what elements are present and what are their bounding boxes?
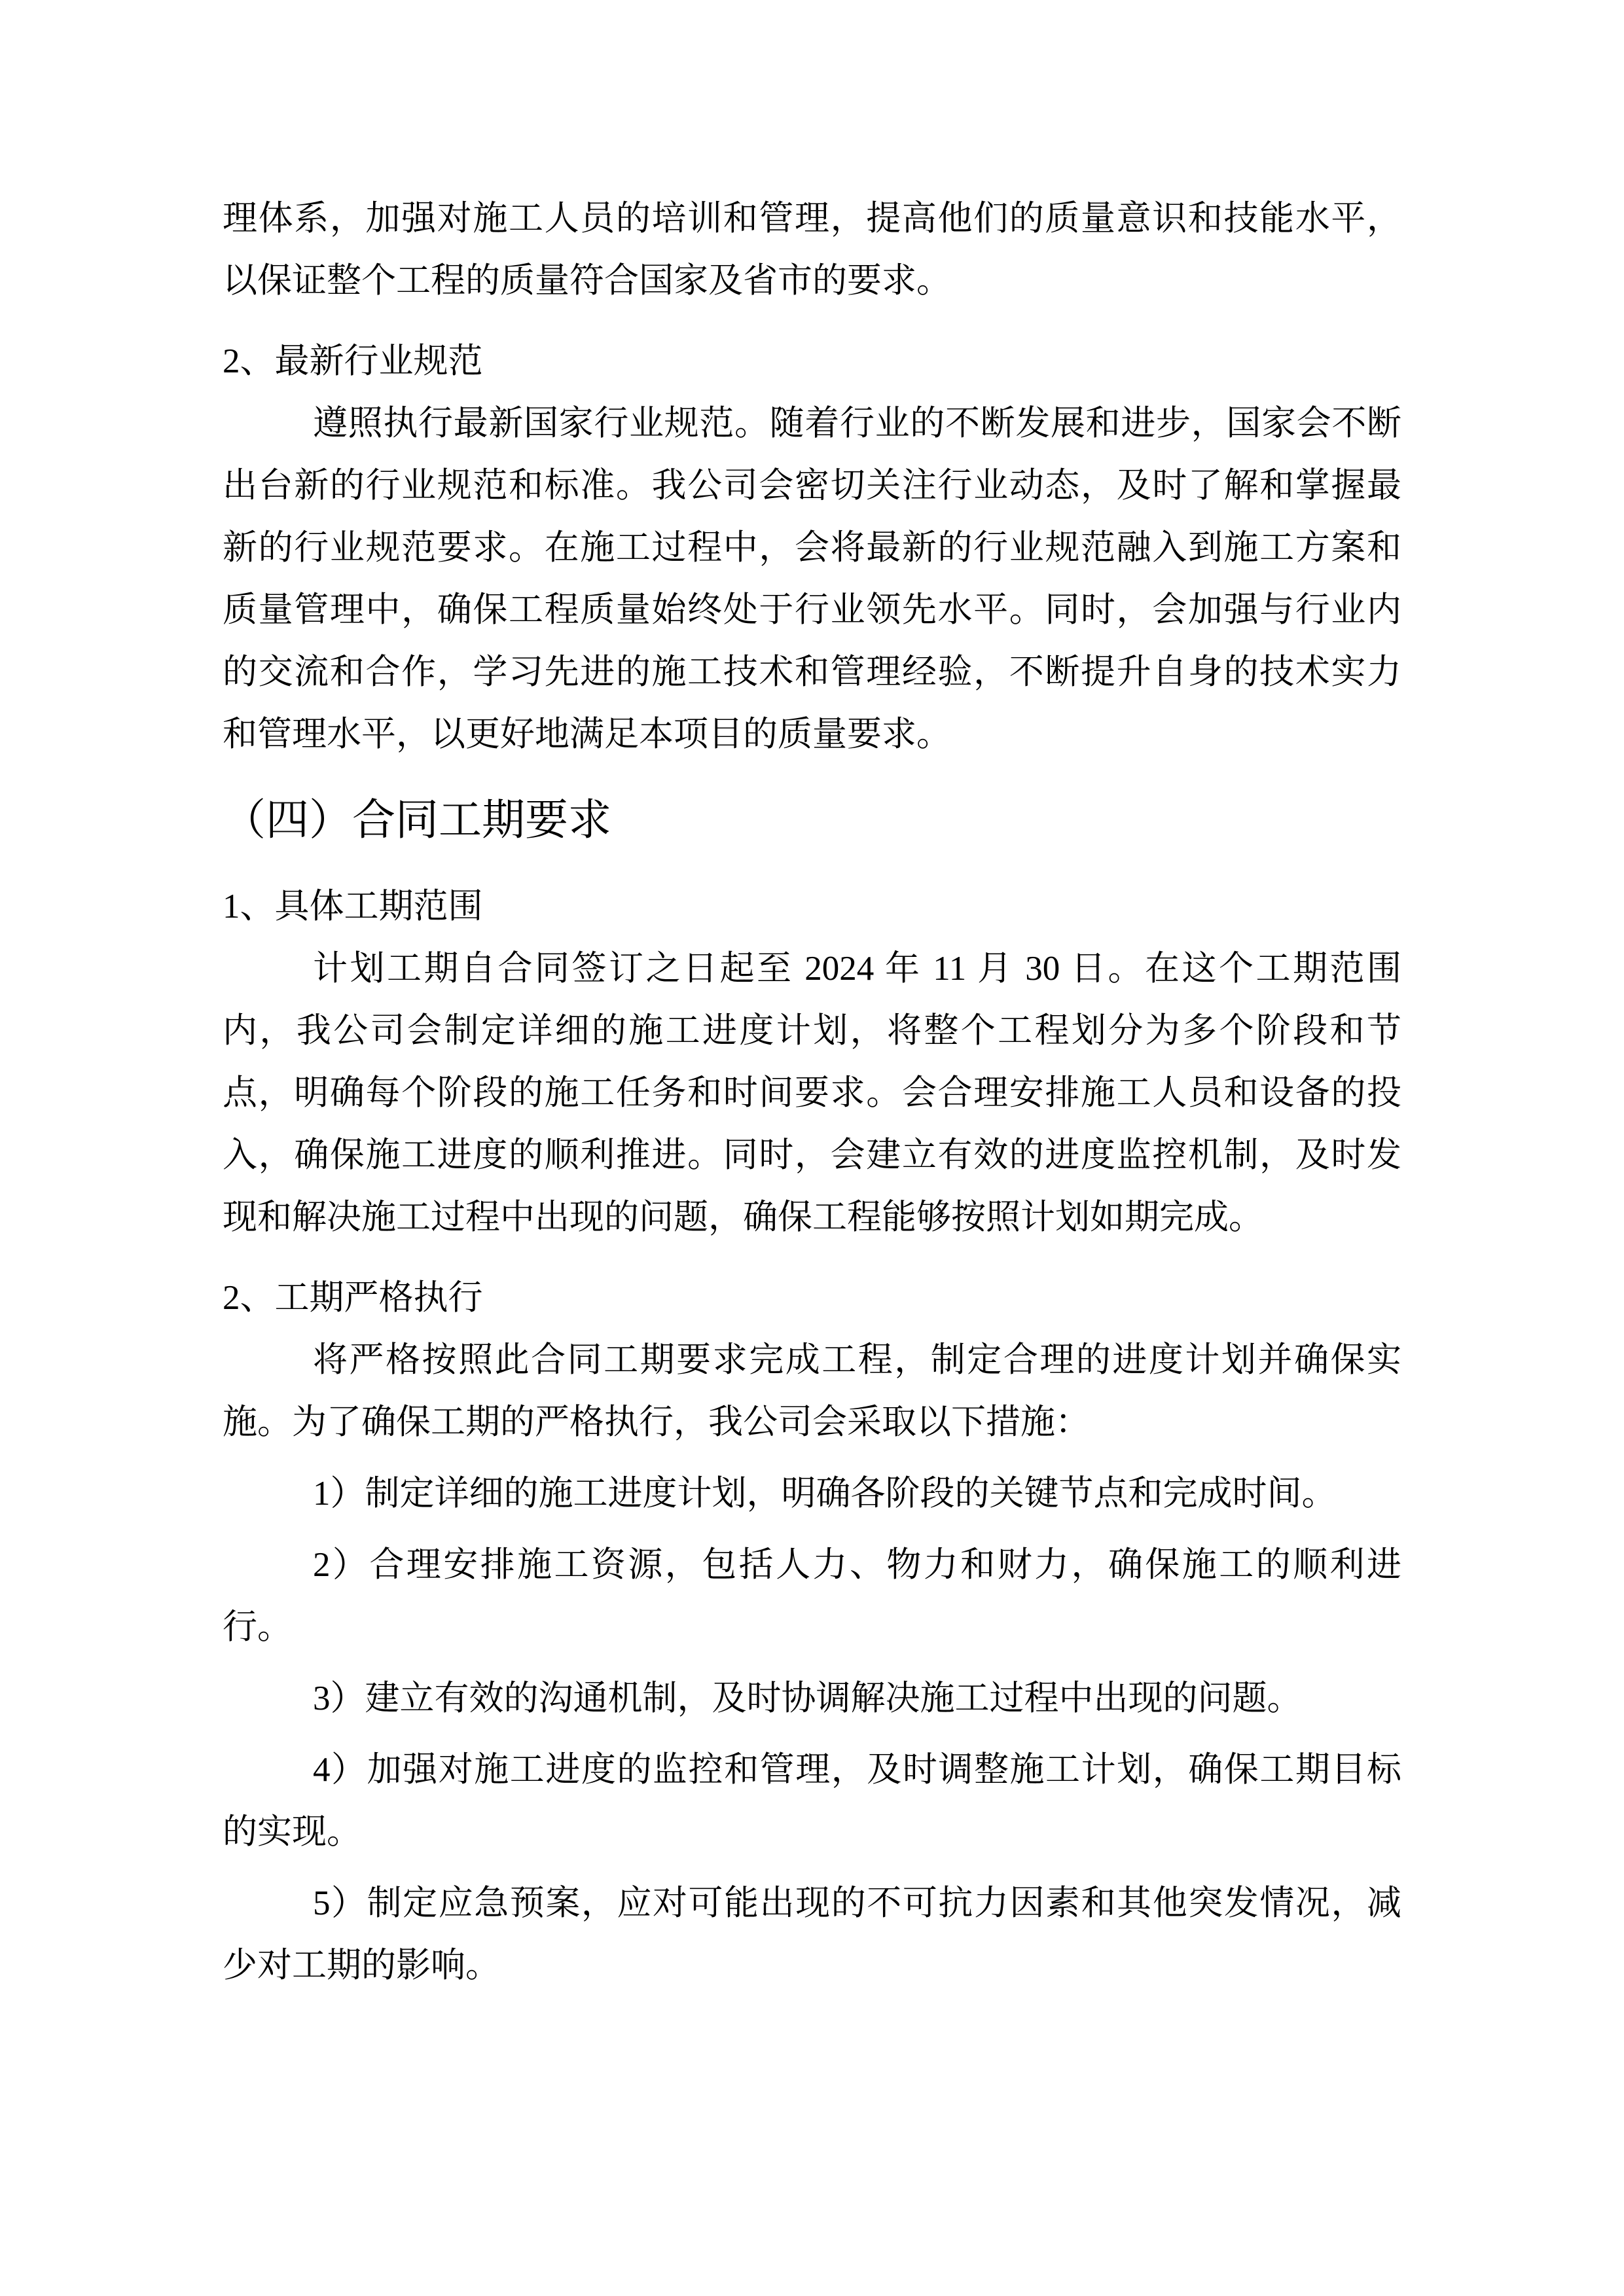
paragraph: 将严格按照此合同工期要求完成工程，制定合理的进度计划并确保实施。为了确保工期的严格执行，我公司会采取以下措施： xyxy=(223,1341,1401,1441)
list-item: 1）制定详细的施工进度计划，明确各阶段的关键节点和完成时间。 xyxy=(313,1475,1337,1513)
subsection-heading: 2、工期严格执行 xyxy=(223,1279,483,1317)
paragraph: 计划工期自合同签订之日起至 2024 年 11 月 30 日。在这个工期范围内，我公司会制定详细的施工进度计划，将整个工程划分为多个阶段和节点，明确每个阶段的施工任务和时间要求。会合理安排施工人员和设备的投入，确保施工进度的顺利推进。同时，会建立有效的进度监控机制，及时发现和解决施工过程中出现的问题，确保工程能够按照计划如期完成。 xyxy=(223,950,1401,1236)
document-body xyxy=(223,188,1401,1997)
list-item: 4）加强对施工进度的监控和管理，及时调整施工计划，确保工期目标的实现。 xyxy=(223,1751,1401,1851)
paragraph: 遵照执行最新国家行业规范。随着行业的不断发展和进步，国家会不断出台新的行业规范和标准。我公司会密切关注行业动态，及时了解和掌握最新的行业规范要求。在施工过程中，会将最新的行业规范融入到施工方案和质量管理中，确保工程质量始终处于行业领先水平。同时，会加强与行业内的交流和合作，学习先进的施工技术和管理经验，不断提升自身的技术实力和管理水平，以更好地满足本项目的质量要求。 xyxy=(223,404,1401,753)
section-heading: （四）合同工期要求 xyxy=(223,797,611,844)
subsection-heading: 1、具体工期范围 xyxy=(223,888,483,925)
paragraph: 理体系，加强对施工人员的培训和管理，提高他们的质量意识和技能水平，以保证整个工程的质量符合国家及省市的要求。 xyxy=(223,200,1401,300)
list-item: 3）建立有效的沟通机制，及时协调解决施工过程中出现的问题。 xyxy=(313,1679,1302,1717)
list-item: 5）制定应急预案，应对可能出现的不可抗力因素和其他突发情况，减少对工期的影响。 xyxy=(223,1884,1401,1984)
subsection-heading: 2、最新行业规范 xyxy=(223,342,483,380)
list-item: 2）合理安排施工资源，包括人力、物力和财力，确保施工的顺利进行。 xyxy=(223,1546,1401,1646)
